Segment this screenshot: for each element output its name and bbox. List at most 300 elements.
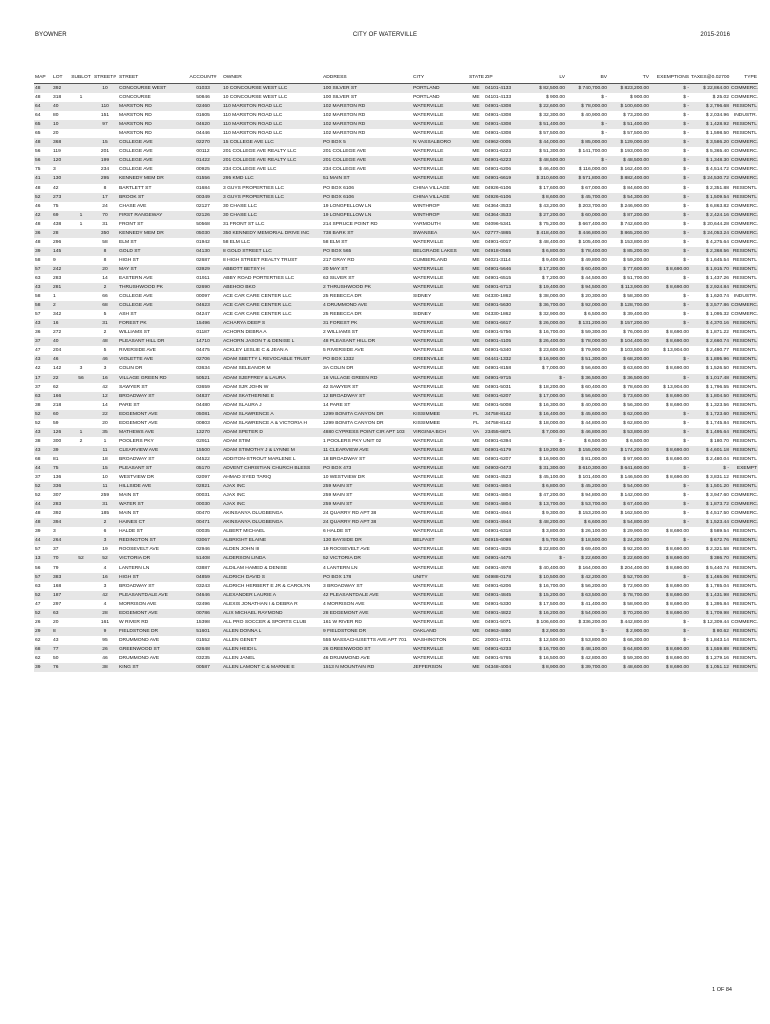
cell-owner: ACE CAR CARE CENTER LLC: [223, 294, 292, 300]
cell-lot: 392: [53, 511, 62, 517]
cell-type: COMMERC.: [730, 301, 758, 310]
cell-map: 38: [35, 438, 41, 444]
cell-zip: 04901-5765: [485, 655, 512, 661]
cell-account: 04130: [184, 247, 222, 256]
cell-state: ME: [468, 319, 484, 328]
cell-sublot: [70, 627, 92, 636]
cell-land-value: $ 46,400.00: [539, 167, 565, 173]
cell-state: ME: [468, 247, 484, 256]
cell-street-number: 97: [92, 120, 118, 129]
cell-type: COMMERC.: [730, 84, 758, 94]
cell-building-value: $ 60,400.00: [581, 384, 607, 390]
cell-total-value: $ 77,600.00: [608, 265, 650, 274]
cell-total-value: $ 24,200.00: [608, 536, 650, 545]
cell-owner: ALBRIGHT ELAINE: [222, 536, 322, 545]
cell-map: 48: [35, 95, 41, 101]
cell-street-number: 350: [92, 229, 118, 238]
cell-city: WATERVILLE: [412, 609, 468, 618]
cell-account: 03659: [196, 384, 210, 390]
cell-lot: 63: [52, 609, 70, 618]
cell-street: GREENWOOD ST: [118, 645, 184, 654]
table-row: [34, 174, 758, 183]
cell-sublot: [70, 645, 92, 654]
cell-street-number: 2: [92, 518, 118, 527]
cell-land-value: $ 26,400.00: [526, 337, 566, 346]
cell-zip: 04901-4308: [484, 120, 526, 129]
cell-exemptions: $ 13,904.00: [663, 384, 689, 390]
cell-account: 15496: [184, 319, 222, 328]
cell-city: WATERVILLE: [413, 239, 444, 245]
cell-taxes: $ 2,480.04: [705, 456, 729, 462]
cell-city: WATERVILLE: [413, 529, 444, 535]
cell-exemptions: $ 8,690.00: [665, 655, 689, 661]
cell-zip: 04926-6106: [484, 193, 526, 202]
cell-owner: ADAM SJR JOHN W: [223, 384, 269, 390]
cell-type: RESIDNTL: [732, 348, 757, 354]
cell-taxes: $ 6,863.82: [705, 203, 729, 209]
cell-total-value: $ 70,200.00: [608, 609, 650, 618]
cell-street-number: 48: [92, 337, 118, 346]
cell-owner: ALEXANDER LAURIE A: [222, 591, 322, 600]
cell-sublot: [70, 147, 92, 156]
cell-taxes: $ 20,644.28: [703, 221, 729, 227]
cell-account: 04446: [196, 131, 210, 137]
cell-street-number: 5: [103, 348, 107, 354]
cell-total-value: $ 54,000.00: [608, 482, 650, 491]
cell-street: WILLIAMS ST: [119, 330, 150, 336]
cell-city: SIDNEY: [413, 294, 432, 300]
cell-state: ME: [468, 374, 484, 383]
cell-lot: 22: [52, 374, 70, 383]
cell-map: 63: [35, 583, 41, 589]
cell-sublot: [70, 618, 92, 627]
cell-land-value: $ 48,400.00: [539, 239, 565, 245]
cell-city: BELFAST: [412, 536, 468, 545]
cell-address: 48 PLEASANT HILL DR: [322, 337, 412, 346]
cell-sublot: [70, 310, 92, 319]
cell-lot: 242: [52, 265, 70, 274]
cell-state: ME: [468, 392, 484, 401]
cell-address: 9 FIELDSTONE DR: [322, 627, 412, 636]
cell-building-value: $ -: [566, 627, 608, 636]
cell-land-value: $ 48,200.00: [526, 518, 566, 527]
cell-street: VILLAGE GREEN RD: [118, 374, 184, 383]
cell-state: ME: [468, 355, 484, 364]
cell-taxes: $ 5,440.74: [705, 565, 729, 571]
cell-owner: ABBY ROAD PORTERTIES LLC: [223, 276, 295, 281]
cell-address: 58 ELM ST: [323, 239, 348, 245]
cell-building-value: $ 78,000.00: [566, 337, 608, 346]
cell-owner: ALLEN GENET: [223, 637, 257, 643]
cell-street: VICTORIA DR: [118, 554, 184, 563]
cell-street: CONCOURSE: [119, 95, 151, 101]
table-row: [34, 627, 758, 636]
cell-map: 48: [35, 511, 41, 517]
cell-address: 102 MARSTON RD: [322, 120, 412, 129]
cell-account: 13270: [184, 428, 222, 437]
cell-street: MAIN ST: [119, 493, 139, 499]
cell-land-value: $ 15,200.00: [526, 591, 566, 600]
cell-street: COLLEGE AVE: [119, 167, 153, 173]
cell-building-value: $ 44,800.00: [581, 420, 607, 426]
cell-taxes: $ 1,523.44: [690, 518, 730, 527]
cell-lot: 296: [53, 239, 62, 245]
cell-building-value: $ 53,700.00: [566, 500, 608, 509]
cell-map: 17: [34, 374, 52, 383]
cell-zip: 20001-4721: [485, 637, 512, 643]
cell-owner: ALDRICH DAVID S: [222, 573, 322, 582]
cell-address: 42 PLEASANTDALE AVE: [322, 591, 412, 600]
cell-taxes: $ 3,577.86: [690, 301, 730, 310]
cell-exemptions: $ 8,690.00: [650, 337, 690, 346]
cell-street-number: 42: [92, 591, 118, 600]
cell-taxes: $ 1,804.50: [690, 392, 730, 401]
cell-taxes: $ 2,424.16: [690, 211, 730, 220]
cell-account: 51408: [184, 554, 222, 563]
cell-type: RESIDNTL: [732, 456, 757, 462]
cell-lot: 272: [53, 330, 62, 336]
cell-account: 03067: [184, 536, 222, 545]
cell-address: 31 FOREST PK: [322, 319, 412, 328]
cell-address: 161 W RIVER RD: [323, 619, 362, 625]
cell-street: COLLEGE AVE: [118, 301, 184, 310]
cell-total-value: $ 87,200.00: [608, 211, 650, 220]
cell-exemptions: $ -: [650, 355, 690, 364]
cell-address: 201 COLLEGE AVE: [322, 156, 412, 165]
cell-exemptions: $ 8,690.00: [665, 547, 689, 553]
cell-type: RESIDNTL: [732, 366, 757, 372]
cell-type: RESIDNTL: [730, 374, 758, 383]
cell-street: BROADWAY ST: [118, 392, 184, 401]
cell-lot: 79: [53, 565, 59, 571]
cell-address: 1299 BONITA CANYON DR: [322, 410, 412, 419]
cell-map: 47: [35, 601, 41, 607]
table-row: [34, 301, 758, 310]
cell-type: RESIDNTL: [730, 283, 758, 292]
cell-exemptions: $ -: [683, 239, 689, 245]
cell-account: 51601: [184, 627, 222, 636]
column-header-address: ADDRESS: [322, 72, 412, 84]
cell-total-value: $ 900.00: [629, 95, 649, 101]
cell-city: WATERVILLE: [413, 131, 444, 137]
cell-address: 1 POOLERS PKY UNIT 02: [323, 438, 382, 444]
cell-exemptions: $ -: [650, 156, 690, 165]
cell-exemptions: $ -: [650, 301, 690, 310]
cell-building-value: $ 116,000.00: [578, 167, 607, 173]
cell-city: WATERVILLE: [412, 482, 468, 491]
cell-owner: 8 GOLD STREET LLC: [222, 247, 322, 256]
cell-building-value: $ 446,800.00: [566, 229, 608, 238]
cell-account: 00925: [196, 167, 210, 173]
cell-state: ME: [472, 167, 480, 173]
cell-owner: AJAX INC: [222, 500, 322, 509]
cell-zip: 04901-8158: [485, 366, 512, 372]
cell-street-number: 185: [100, 511, 110, 517]
cell-street-number: 3: [103, 366, 107, 372]
cell-land-value: $ -: [526, 374, 566, 383]
cell-building-value: $ 571,800.00: [566, 174, 608, 183]
cell-zip: 04021-3114: [485, 257, 511, 263]
cell-land-value: $ 47,200.00: [539, 493, 565, 499]
column-header-street: STREET: [118, 72, 184, 84]
cell-owner: 110 MARSTON ROAD LLC: [223, 113, 283, 119]
cell-zip: 04901-4475: [484, 554, 526, 563]
cell-type: COMMERC.: [730, 518, 758, 527]
cell-type: RESIDNTL: [730, 410, 758, 419]
cell-taxes: $ 4,601.18: [690, 446, 730, 455]
cell-land-value: $ 44,000.00: [526, 138, 566, 147]
cell-land-value: $ 31,300.00: [526, 464, 566, 473]
cell-zip: 04901-5646: [484, 265, 526, 274]
cell-building-value: $ -: [566, 120, 608, 129]
cell-sublot: [70, 563, 92, 572]
cell-city: WATERVILLE: [413, 384, 444, 390]
cell-city: WATERVILLE: [412, 337, 468, 346]
cell-land-value: $ 18,000.00: [539, 420, 565, 426]
cell-lot: 20: [53, 131, 59, 137]
cell-building-value: $ 101,400.00: [578, 475, 607, 481]
cell-address: PO BOX 473: [322, 464, 412, 473]
cell-sublot: [70, 518, 92, 527]
cell-land-value: $ -: [559, 438, 565, 444]
cell-street-number: 46: [102, 655, 108, 661]
cell-zip: 04901-5340: [485, 348, 512, 354]
cell-land-value: $ 16,700.00: [539, 583, 565, 589]
cell-street-number: 16: [92, 573, 118, 582]
cell-street-number: 31: [102, 221, 108, 227]
cell-lot: 10: [52, 120, 70, 129]
cell-street-number: 31: [92, 319, 118, 328]
cell-total-value: $ 53,800.00: [608, 428, 650, 437]
cell-land-value: $ 7,000.00: [526, 428, 566, 437]
cell-land-value: $ 82,500.00: [526, 84, 566, 94]
cell-street: HIGH ST: [119, 257, 139, 263]
cell-account: 04480: [196, 402, 210, 408]
cell-building-value: $ 94,500.00: [566, 283, 608, 292]
cell-sublot: [70, 663, 92, 672]
cell-city: WASHINGTON: [413, 637, 447, 643]
cell-zip: 04901-5071: [485, 619, 512, 625]
cell-land-value: $ -: [526, 554, 566, 563]
table-row: [34, 346, 758, 355]
cell-map: 64: [34, 102, 52, 111]
cell-state: ME: [472, 185, 480, 191]
cell-total-value: $ 2,900.00: [608, 627, 650, 636]
cell-lot: 336: [52, 482, 70, 491]
cell-building-value: $ 131,200.00: [566, 319, 608, 328]
cell-street: FRONT ST: [119, 221, 144, 227]
cell-lot: 120: [52, 156, 70, 165]
cell-street: MAIN ST: [119, 511, 139, 517]
cell-street-number: 14: [102, 402, 108, 408]
cell-taxes: $ 4,275.64: [705, 239, 729, 245]
cell-zip: 04901-4822: [484, 609, 526, 618]
cell-city: CHINA VILLAGE: [413, 185, 450, 191]
cell-owner: ADAM SPETER D: [222, 428, 322, 437]
table-row: [34, 129, 758, 138]
cell-address: 1513 N MOUNTAIN RD: [322, 663, 412, 672]
cell-owner: ADDITON-STROUT MARLENE L: [223, 456, 296, 462]
cell-sublot: [70, 401, 92, 410]
cell-building-value: $ 56,600.00: [566, 392, 608, 401]
cell-city: WATERVILLE: [412, 591, 468, 600]
cell-zip: 04901-4105: [484, 337, 526, 346]
cell-owner: 10 CONCOURSE WEST LLC: [222, 84, 322, 94]
cell-account: 04475: [196, 348, 210, 354]
cell-land-value: $ 9,400.00: [541, 257, 565, 263]
cell-state: ME: [468, 211, 484, 220]
cell-owner: 58 ELM LLC: [223, 239, 251, 245]
cell-street: EDGEMONT AVE: [119, 420, 158, 426]
cell-type: RESIDNTL: [730, 573, 758, 582]
cell-building-value: $ 59,300.00: [581, 330, 607, 336]
cell-state: ME: [472, 348, 480, 354]
cell-type: RESIDNTL: [730, 554, 758, 563]
cell-account: 02821: [184, 482, 222, 491]
table-row: [34, 410, 758, 419]
cell-zip: 04901-6017: [485, 239, 512, 245]
cell-lot: 342: [53, 312, 62, 318]
cell-owner: ALDERSON LINDA: [222, 554, 322, 563]
cell-sublot: [70, 600, 92, 609]
cell-map: 58: [35, 257, 41, 263]
cell-street: MARSTON RD: [119, 113, 152, 119]
cell-lot: 145: [52, 247, 70, 256]
cell-city: PORTLAND: [412, 84, 468, 94]
cell-city: WATERVILLE: [413, 511, 444, 517]
cell-city: YARMOUTH: [413, 221, 441, 227]
cell-land-value: $ 17,200.00: [526, 265, 566, 274]
cell-street-number: 10: [102, 475, 108, 481]
cell-lot: 8: [52, 627, 70, 636]
cell-building-value: $ 69,400.00: [581, 547, 607, 553]
cell-sublot: [70, 238, 92, 247]
cell-address: 26 GREENWOOD ST: [322, 645, 412, 654]
cell-street: ROOSEVELT AVE: [119, 547, 159, 553]
cell-state: ME: [472, 402, 480, 408]
cell-taxes: $ 1,915.70: [690, 265, 730, 274]
cell-exemptions: $ -: [683, 493, 689, 499]
cell-owner: ACHORN JASON T & DENISE L: [222, 337, 322, 346]
cell-account: 14710: [184, 337, 222, 346]
cell-zip: 34758-8142: [484, 410, 526, 419]
cell-map: 38: [35, 402, 41, 408]
cell-city: WATERVILLE: [412, 265, 468, 274]
cell-type: RESIDNTL: [732, 257, 757, 263]
cell-type: COMMERC.: [731, 221, 758, 227]
cell-taxes: $ 12,309.44: [703, 619, 729, 625]
cell-owner: 3 GUYS PROPERTIES LLC: [223, 185, 285, 191]
cell-sublot: 3: [79, 366, 83, 372]
cell-building-value: $ 155,000.00: [566, 446, 608, 455]
table-row: [34, 428, 758, 437]
cell-building-value: $ 6,500.00: [583, 312, 607, 318]
cell-owner: 110 MARSTON ROAD LLC: [223, 131, 283, 137]
cell-state: ME: [472, 95, 480, 101]
cell-taxes: $ 1,495.64: [690, 428, 730, 437]
cell-street-number: 20: [102, 420, 108, 426]
cell-city: OAKLAND: [412, 627, 468, 636]
cell-city: WATERVILLE: [413, 456, 444, 462]
cell-map: 47: [35, 348, 41, 354]
cell-city: WATERVILLE: [412, 120, 468, 129]
cell-address: 234 COLLEGE AVE: [323, 167, 367, 173]
cell-city: WATERVILLE: [412, 464, 468, 473]
cell-owner: 234 COLLEGE AVE LLC: [223, 167, 277, 173]
cell-type: RESIDNTL: [732, 601, 757, 607]
cell-total-value: $ 146,500.00: [620, 475, 649, 481]
cell-map: 41: [34, 174, 52, 183]
cell-state: ME: [468, 337, 484, 346]
cell-street-number: 38: [92, 663, 118, 672]
cell-taxes: $ 2,660.74: [690, 337, 730, 346]
cell-exemptions: $ -: [683, 95, 689, 101]
cell-state: ME: [472, 312, 480, 318]
cell-exemptions: $ -: [683, 637, 689, 643]
cell-exemptions: $ -: [650, 482, 690, 491]
cell-type: COMMERC.: [731, 493, 758, 499]
cell-street-number: 3: [103, 583, 107, 589]
cell-zip: 04901-6318: [485, 529, 512, 535]
cell-building-value: $ 44,500.00: [581, 276, 607, 281]
cell-city: UNITY: [412, 573, 468, 582]
cell-address: PO BOX 6106: [323, 185, 354, 191]
cell-owner: ACKLEY LESLIE C & JEAN A: [223, 348, 288, 354]
column-header-building-value: BV: [566, 72, 608, 84]
cell-building-value: $ 94,800.00: [581, 493, 607, 499]
cell-taxes: $ 1,437.26: [705, 276, 729, 281]
cell-street-number: 259: [100, 493, 110, 499]
cell-city: VIRGINIA BCH: [412, 428, 468, 437]
cell-account: 50521: [184, 374, 222, 383]
cell-account: 04646: [184, 591, 222, 600]
cell-type: RESIDNTL: [732, 529, 757, 535]
cell-type: RESIDNTL: [730, 337, 758, 346]
cell-zip: 04901-6207: [484, 392, 526, 401]
cell-street: BROADWAY ST: [119, 583, 155, 589]
cell-lot: 438: [53, 221, 62, 227]
cell-lot: 62: [53, 384, 59, 390]
cell-lot: 40: [52, 337, 70, 346]
cell-type: INDUSTR.: [733, 113, 757, 119]
cell-state: ME: [468, 536, 484, 545]
cell-owner: 110 MARSTON ROAD LLC: [222, 102, 322, 111]
cell-street: WESTVIEW DR: [119, 475, 155, 481]
cell-street-number: 46: [92, 355, 118, 364]
cell-zip: 04101-4133: [484, 84, 526, 94]
table-row: [34, 609, 758, 618]
cell-land-value: $ 8,600.00: [526, 193, 566, 202]
cell-state: ME: [472, 547, 480, 553]
table-row: [34, 482, 758, 491]
cell-state: ME: [472, 330, 480, 336]
cell-lot: 142: [53, 366, 62, 372]
table-row: [34, 618, 758, 627]
cell-street: COLLEGE AVE: [118, 156, 184, 165]
cell-land-value: $ 51,300.00: [539, 149, 565, 155]
cell-taxes: $ 22,864.00: [690, 84, 730, 94]
cell-total-value: $ 97,900.00: [623, 456, 649, 462]
cell-sublot: [70, 392, 92, 401]
cell-state: ME: [472, 366, 480, 372]
cell-land-value: $ 106,600.00: [536, 619, 565, 625]
cell-account: 02706: [184, 355, 222, 364]
cell-street: HAINES CT: [118, 518, 184, 527]
cell-lot: 70: [52, 554, 70, 563]
cell-total-value: $ 742,600.00: [620, 221, 649, 227]
cell-owner: 295 KMD LLC: [222, 174, 322, 183]
cell-sublot: [70, 274, 92, 283]
